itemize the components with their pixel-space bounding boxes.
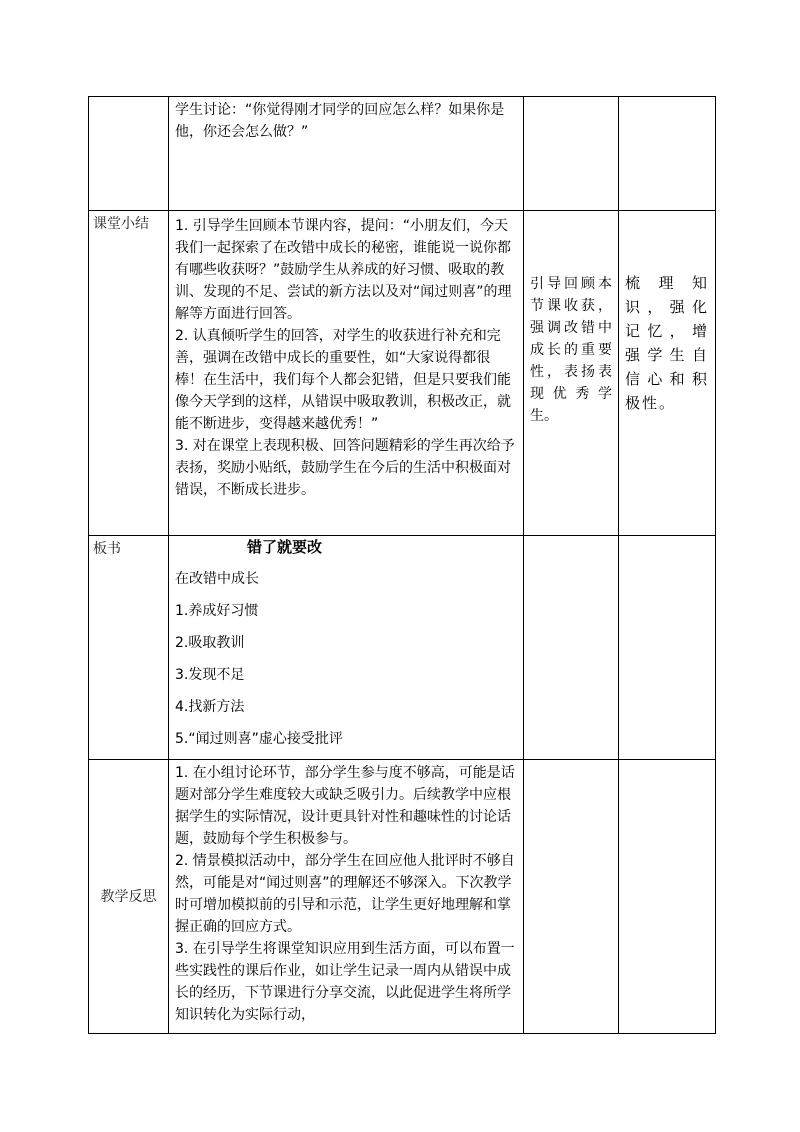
board-subtitle: 在改错中成长 — [175, 571, 259, 587]
board-title: 错了就要改 — [247, 538, 323, 556]
summary-purpose: 梳理知识，强化记忆，增强学生自信心和积极性。 — [625, 274, 709, 412]
empty-cell — [619, 536, 716, 760]
summary-content-cell — [169, 211, 524, 536]
empty-cell — [619, 97, 716, 211]
reflection-item-3: 3. 在引导学生将课堂知识应用到生活方面，可以布置一些实践性的课后作业，如让学生记录一周内从错误中成长的经历，下节课进行分享交流，以此促进学生将所学知识转化为实际行动， — [175, 941, 515, 1023]
board-content-cell — [169, 536, 524, 760]
board-item-1: 1.养成好习惯 — [175, 603, 259, 619]
empty-label-cell — [89, 97, 169, 211]
summary-activity-cell — [524, 211, 619, 536]
empty-cell — [619, 760, 716, 1034]
empty-cell — [524, 760, 619, 1034]
summary-item-1: 1. 引导学生回顾本节课内容，提问：“小朋友们，今天我们一起探索了在改错中成长的秘密，谁能说一说你都有哪些收获呀？”鼓励学生从养成的好习惯、吸取的教训、发现的不足、尝试的新方法以及对“闻过则喜”的理解等方面进行回答。 — [175, 218, 512, 322]
empty-cell — [524, 536, 619, 760]
summary-purpose-cell — [619, 211, 716, 536]
board-item-5: 5.“闻过则喜”虚心接受批评 — [175, 731, 343, 747]
board-item-3: 3.发现不足 — [175, 667, 245, 683]
board-label: 板书 — [89, 536, 169, 760]
reflection-item-1: 1. 在小组讨论环节，部分学生参与度不够高，可能是话题对部分学生难度较大或缺乏吸引力。后续教学中应根据学生的实际情况，设计更具针对性和趣味性的讨论话题，鼓励每个学生积极参与。 — [175, 765, 515, 847]
summary-teacher-activity: 引导回顾本节课收获，强调改错中成长的重要性，表扬表现优秀学生。 — [530, 276, 612, 424]
empty-cell — [524, 97, 619, 211]
discussion-text: 学生讨论：“你觉得刚才同学的回应怎么样？如果你是他，你还会怎么做？” — [175, 102, 505, 140]
table-row-discussion — [89, 97, 716, 211]
board-item-2: 2.吸取教训 — [175, 635, 245, 651]
reflection-label: 教学反思 — [89, 760, 169, 1034]
table-row-summary — [89, 211, 716, 536]
board-item-4: 4.找新方法 — [175, 699, 245, 715]
table-row-board — [89, 536, 716, 760]
summary-item-3: 3. 对在课堂上表现积极、回答问题精彩的学生再次给予表扬，奖励小贴纸，鼓励学生在今后的生活中积极面对错误，不断成长进步。 — [175, 438, 515, 498]
reflection-item-2: 2. 情景模拟活动中，部分学生在回应他人批评时不够自然，可能是对“闻过则喜”的理解还不够深入。下次教学时可增加模拟前的引导和示范，让学生更好地理解和掌握正确的回应方式。 — [175, 853, 515, 935]
reflection-content-cell — [169, 760, 524, 1034]
lesson-plan-table — [88, 96, 716, 1034]
summary-label: 课堂小结 — [89, 211, 169, 536]
summary-item-2: 2. 认真倾听学生的回答，对学生的收获进行补充和完善，强调在改错中成长的重要性，如“大家说得都很棒！在生活中，我们每个人都会犯错，但是只要我们能像今天学到的这样，从错误中吸取教训，积极改正，就能不断进步，变得越来越优秀！” — [175, 328, 511, 432]
discussion-content-cell — [169, 97, 524, 211]
table-row-reflection — [89, 760, 716, 1034]
